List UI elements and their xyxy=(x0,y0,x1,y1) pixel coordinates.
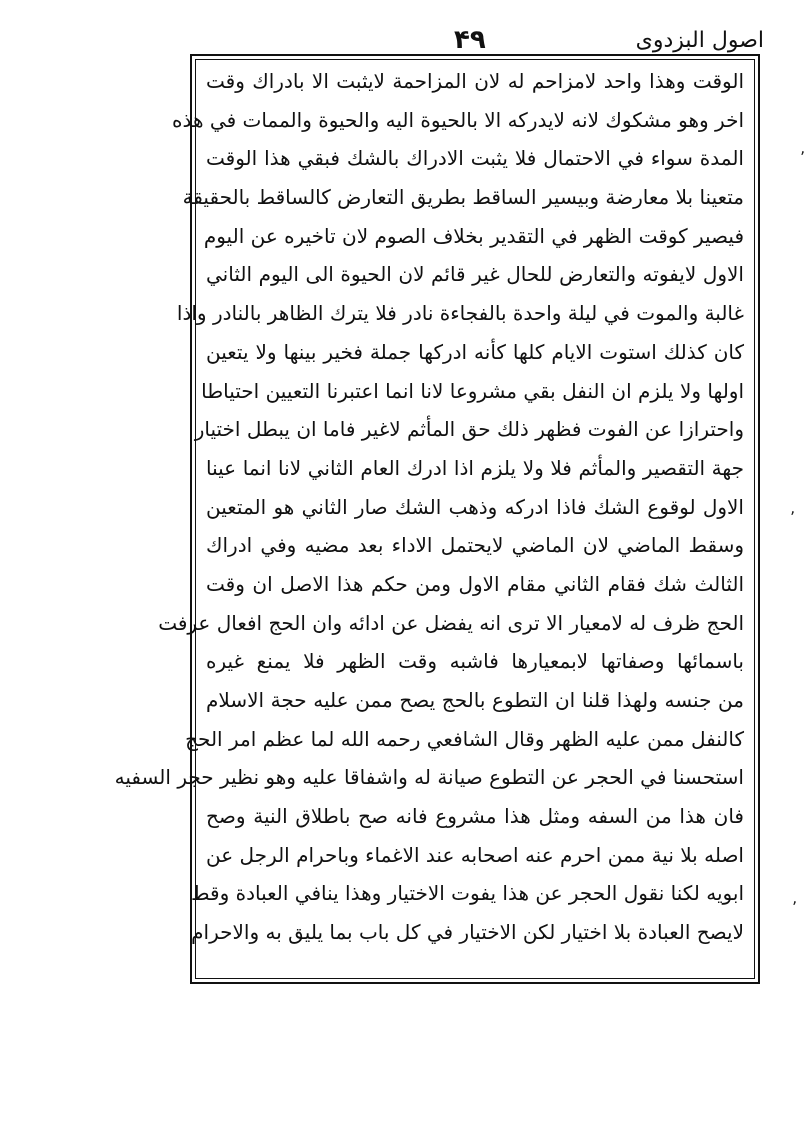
text-line-15: الحج ظرف له لامعيار الا ترى انه يفضل عن ادائه وان الحج افعال عرفت xyxy=(158,610,744,635)
book-title: اصول البزدوی xyxy=(635,28,764,53)
text-line-3: المدة سواء في الاحتمال فلا يثبت الادراك بالشك فبقي هذا الوقت xyxy=(206,146,744,171)
text-line-23: لايصح العبادة بلا اختيار لكن الاختيار في كل باب بما يليق به والاحرام xyxy=(191,920,744,945)
text-line-14: الثالث شك فقام الثاني مقام الاول ومن حكم هذا الاصل ان وقت xyxy=(206,571,744,596)
text-line-11: جهة التقصير والمأثم فلا ولا يلزم اذا ادرك العام الثاني لانا انما عينا xyxy=(206,455,744,480)
text-line-1: الوقت وهذا واحد لامزاحم له لان المزاحمة لايثبت الا بادراك وقت xyxy=(206,69,744,93)
page-number: ۴۹ xyxy=(454,25,486,55)
margin-mark: ʼ xyxy=(792,898,798,917)
margin-mark: ʼ xyxy=(800,148,806,167)
text-line-18: كالنفل ممن عليه الظهر وقال الشافعي رحمه الله لما عظم امر الحج xyxy=(185,726,744,751)
text-line-6: الاول لايفوته والتعارض للحال غير قائم لان الحيوة الى اليوم الثاني xyxy=(206,262,744,287)
text-frame xyxy=(114,54,760,984)
text-line-2: اخر وهو مشكوك لانه لايدركه الا بالحيوة اليه والحيوة والممات في هذه xyxy=(172,107,744,132)
text-line-22: ابويه لكنا نقول الحجر عن هذا يفوت الاختيار وهذا ينافي العبادة وقط xyxy=(191,881,744,906)
margin-mark: ʼ xyxy=(790,508,796,527)
text-line-10: واحترازا عن الفوت فظهر ذلك حق المأثم لاغير فاما ان يبطل اختيار xyxy=(194,417,744,442)
page-header xyxy=(186,24,768,58)
text-line-8: كان كذلك استوت الايام كلها كأنه ادركها جملة فخير بينها ولا يتعين xyxy=(206,339,744,364)
text-line-13: وسقط الماضي لان الماضي لايحتمل الاداء بعد مضيه وفي ادراك xyxy=(206,533,744,558)
text-line-5: فيصير كوقت الظهر في التقدير بخلاف الصوم لان تاخيره عن اليوم xyxy=(203,223,744,248)
text-line-20: فان هذا من السفه ومثل هذا مشروع فانه صح باطلاق النية وصح xyxy=(206,804,744,829)
text-line-17: من جنسه ولهذا قلنا ان التطوع بالحج يصح ممن عليه حجة الاسلام xyxy=(206,688,744,712)
text-line-12: الاول لوقوع الشك فاذا ادركه وذهب الشك صار الثاني هو المتعين xyxy=(206,494,744,519)
text-line-19: استحسنا في الحجر عن التطوع صيانة له واشفاقا عليه وهو نظير حجر السفيه xyxy=(114,765,744,790)
text-line-4: متعينا بلا معارضة وبيسير الساقط بطريق التعارض كالساقط بالحقيقة xyxy=(182,185,744,210)
text-line-9: اولها ولا يلزم ان النفل بقي مشروعا لانا انما اعتبرنا التعيين احتياطا xyxy=(201,378,744,403)
text-body xyxy=(114,62,744,952)
text-line-7: غالبة والموت في ليلة واحدة بالفجاءة نادر فلا يترك الظاهر بالنادر واذا xyxy=(176,301,744,326)
text-line-21: اصله بلا نية ممن احرم عنه اصحابه عند الاغماء وباحرام الرجل عن xyxy=(206,842,744,867)
text-line-16: باسمائها وصفاتها لابمعيارها فاشبه وقت الظهر فلا يمنع غيره xyxy=(206,649,744,674)
